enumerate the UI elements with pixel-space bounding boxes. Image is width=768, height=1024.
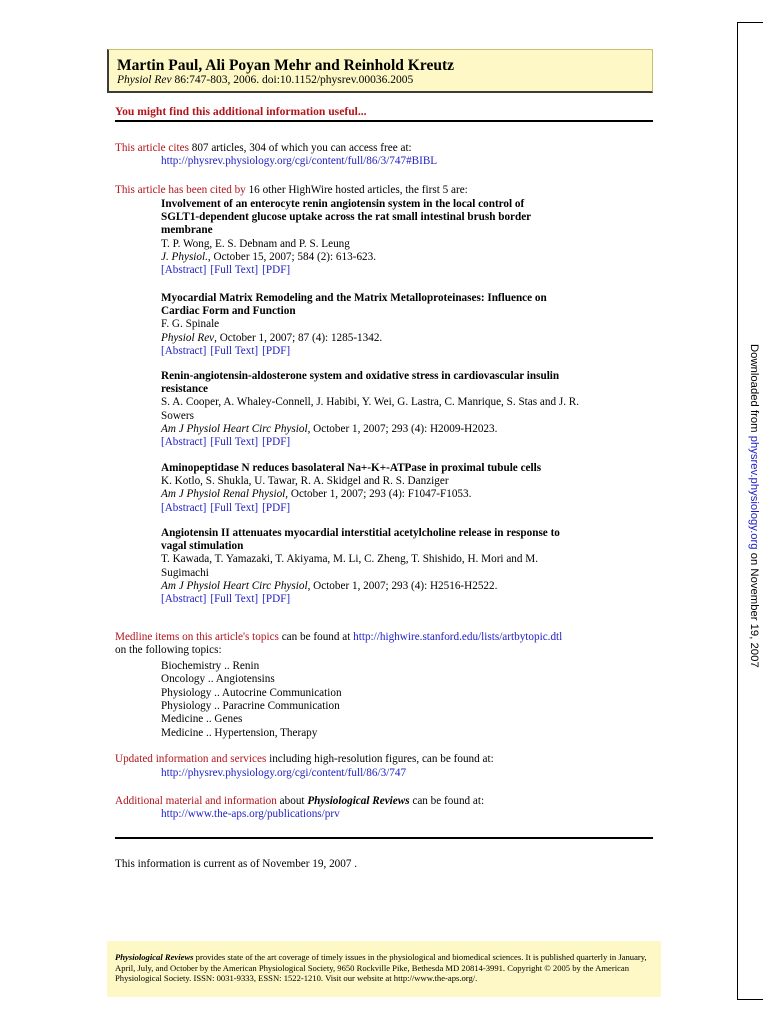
- full-text-link[interactable]: [Full Text]: [210, 436, 259, 448]
- article-journal-line: [161, 251, 376, 264]
- full-text-link[interactable]: [Full Text]: [210, 501, 259, 514]
- footer-box: [107, 941, 661, 997]
- article-details: , October 1, 2007; 293 (4): F1047-F1053.: [285, 488, 472, 501]
- medline-label: Medline items on this article's topics: [115, 631, 279, 643]
- article-authors-line: F. G. Spinale: [161, 318, 220, 331]
- download-notice: [748, 344, 760, 668]
- article-title-line: membrane: [161, 224, 213, 237]
- cites-text: 807 articles, 304 of which you can access free at:: [188, 142, 412, 154]
- cites-label: This article cites: [115, 142, 189, 154]
- cited-by-line: [115, 184, 468, 197]
- article-details: , October 1, 2007; 293 (4): H2009-H2023.: [307, 422, 498, 435]
- article-authors-line: Sowers: [161, 409, 194, 422]
- article-journal: J. Physiol.: [161, 250, 208, 263]
- additional-journal: Physiological Reviews: [307, 795, 410, 807]
- download-link[interactable]: physrev.physiology.org: [748, 435, 760, 550]
- cited-by-text: 16 other HighWire hosted articles, the first 5 are:: [245, 184, 468, 196]
- updated-label: Updated information and services: [115, 753, 267, 765]
- additional-link[interactable]: http://www.the-aps.org/publications/prv: [161, 808, 340, 820]
- article-authors-line: T. Kawada, T. Yamazaki, T. Akiyama, M. Li, C. Zheng, T. Shishido, H. Mori and M.: [161, 553, 539, 566]
- download-suffix: on November 19, 2007: [748, 549, 760, 668]
- topic-item[interactable]: Medicine .. Hypertension, Therapy: [161, 726, 318, 739]
- topic-item[interactable]: Medicine .. Genes: [161, 713, 243, 726]
- abstract-link[interactable]: [Abstract]: [161, 436, 207, 448]
- top-divider: [115, 120, 653, 122]
- article-authors-line: S. A. Cooper, A. Whaley-Connell, J. Habibi, Y. Wei, G. Lastra, C. Manrique, S. Stas and J. R.: [161, 396, 580, 409]
- article-title-line: vagal stimulation: [161, 540, 244, 553]
- article-authors-line: T. P. Wong, E. S. Debnam and P. S. Leung: [161, 237, 350, 250]
- abstract-link[interactable]: [Abstract]: [161, 593, 207, 605]
- citation-details: 86:747-803, 2006. doi:10.1152/physrev.00036.2005: [171, 74, 414, 86]
- article-title-line: Aminopeptidase N reduces basolateral Na+-K+-ATPase in proximal tubule cells: [161, 462, 542, 474]
- intro-heading: You might find this additional information useful...: [115, 105, 367, 118]
- article-title-line: resistance: [161, 383, 209, 396]
- cited-by-label: This article has been cited by: [115, 184, 246, 196]
- current-info: This information is current as of November 19, 2007 .: [115, 858, 358, 870]
- article-links: [161, 264, 290, 277]
- cites-line: [115, 142, 412, 155]
- article-title-line: SGLT1-dependent glucose uptake across the rat small intestinal brush border: [161, 211, 532, 224]
- article-journal: Physiol Rev: [161, 331, 215, 344]
- bottom-divider: [115, 837, 653, 839]
- updated-line: [115, 753, 494, 766]
- article-journal-line: [161, 423, 497, 436]
- article-journal-line: [161, 332, 382, 345]
- article-details: , October 1, 2007; 87 (4): 1285-1342.: [214, 331, 383, 344]
- cites-link[interactable]: http://physrev.physiology.org/cgi/content/full/86/3/747#BIBL: [161, 155, 438, 167]
- article-authors-line: K. Kotlo, S. Shukla, U. Tawar, R. A. Skidgel and R. S. Danziger: [161, 475, 449, 488]
- topic-item[interactable]: Physiology .. Paracrine Communication: [161, 699, 340, 712]
- article-authors-line: Sugimachi: [161, 566, 209, 579]
- article-links: [161, 345, 290, 358]
- article-journal: Am J Physiol Heart Circ Physiol: [161, 579, 308, 592]
- additional-line: [115, 795, 484, 808]
- citation-header-box: [107, 49, 653, 93]
- citation-journal: Physiol Rev: [117, 74, 172, 86]
- full-text-link[interactable]: [Full Text]: [210, 264, 259, 276]
- article-journal: Am J Physiol Heart Circ Physiol: [161, 422, 308, 435]
- footer-body: provides state of the art coverage of timely issues in the physiological and biomedical sciences. It is published quarterly in January, April, July, and October by the American Physiological Society, 9650 Rockville Pike, Bethesda MD 20814-3991. Copyright © 2005 by the American Physiological Society. ISSN: 0031-9333, ESSN: 1522-1210. Visit our website at http://www.the-aps.org/.: [115, 952, 647, 984]
- full-text-link[interactable]: [Full Text]: [210, 593, 259, 605]
- abstract-link[interactable]: [Abstract]: [161, 264, 207, 276]
- medline-line-2: on the following topics:: [115, 644, 222, 656]
- updated-text: including high-resolution figures, can be found at:: [266, 753, 494, 765]
- article-links: [161, 593, 290, 606]
- pdf-link[interactable]: [PDF]: [262, 264, 291, 276]
- article-title-line: Myocardial Matrix Remodeling and the Matrix Metalloproteinases: Influence on: [161, 292, 547, 304]
- topic-item[interactable]: Physiology .. Autocrine Communication: [161, 686, 342, 699]
- article-title-line: Cardiac Form and Function: [161, 305, 296, 318]
- additional-text-before: about: [276, 795, 308, 807]
- article-title-line: Involvement of an enterocyte renin angiotensin system in the local control of: [161, 198, 525, 210]
- abstract-link[interactable]: [Abstract]: [161, 501, 207, 514]
- pdf-link[interactable]: [PDF]: [262, 344, 291, 357]
- article-details: , October 1, 2007; 293 (4): H2516-H2522.: [307, 579, 498, 592]
- article-journal-line: [161, 580, 497, 593]
- additional-label: Additional material and information: [115, 795, 277, 807]
- article-journal: Am J Physiol Renal Physiol: [161, 488, 286, 501]
- download-prefix: Downloaded from: [748, 344, 760, 436]
- footer-journal: Physiological Reviews: [115, 952, 194, 962]
- footer-text: [115, 952, 655, 984]
- full-text-link[interactable]: [Full Text]: [210, 344, 259, 357]
- article-title-line: Angiotensin II attenuates myocardial interstitial acetylcholine release in response to: [161, 527, 560, 539]
- pdf-link[interactable]: [PDF]: [262, 436, 291, 448]
- article-details: , October 15, 2007; 584 (2): 613-623.: [207, 250, 377, 263]
- pdf-link[interactable]: [PDF]: [262, 593, 291, 605]
- updated-link[interactable]: http://physrev.physiology.org/cgi/content/full/86/3/747: [161, 767, 407, 779]
- abstract-link[interactable]: [Abstract]: [161, 344, 207, 357]
- article-authors: Martin Paul, Ali Poyan Mehr and Reinhold Kreutz: [117, 57, 454, 74]
- article-links: [161, 502, 290, 515]
- pdf-link[interactable]: [PDF]: [262, 501, 291, 514]
- topic-item[interactable]: Oncology .. Angiotensins: [161, 673, 275, 686]
- article-title-line: Renin-angiotensin-aldosterone system and oxidative stress in cardiovascular insulin: [161, 370, 560, 382]
- topic-item[interactable]: Biochemistry .. Renin: [161, 660, 260, 672]
- article-links: [161, 436, 290, 449]
- medline-text: can be found at: [278, 631, 354, 643]
- medline-line: [115, 631, 562, 644]
- article-journal-line: [161, 488, 471, 501]
- article-citation: [117, 74, 413, 86]
- additional-text-after: can be found at:: [409, 795, 485, 807]
- medline-link[interactable]: http://highwire.stanford.edu/lists/artbytopic.dtl: [353, 631, 563, 643]
